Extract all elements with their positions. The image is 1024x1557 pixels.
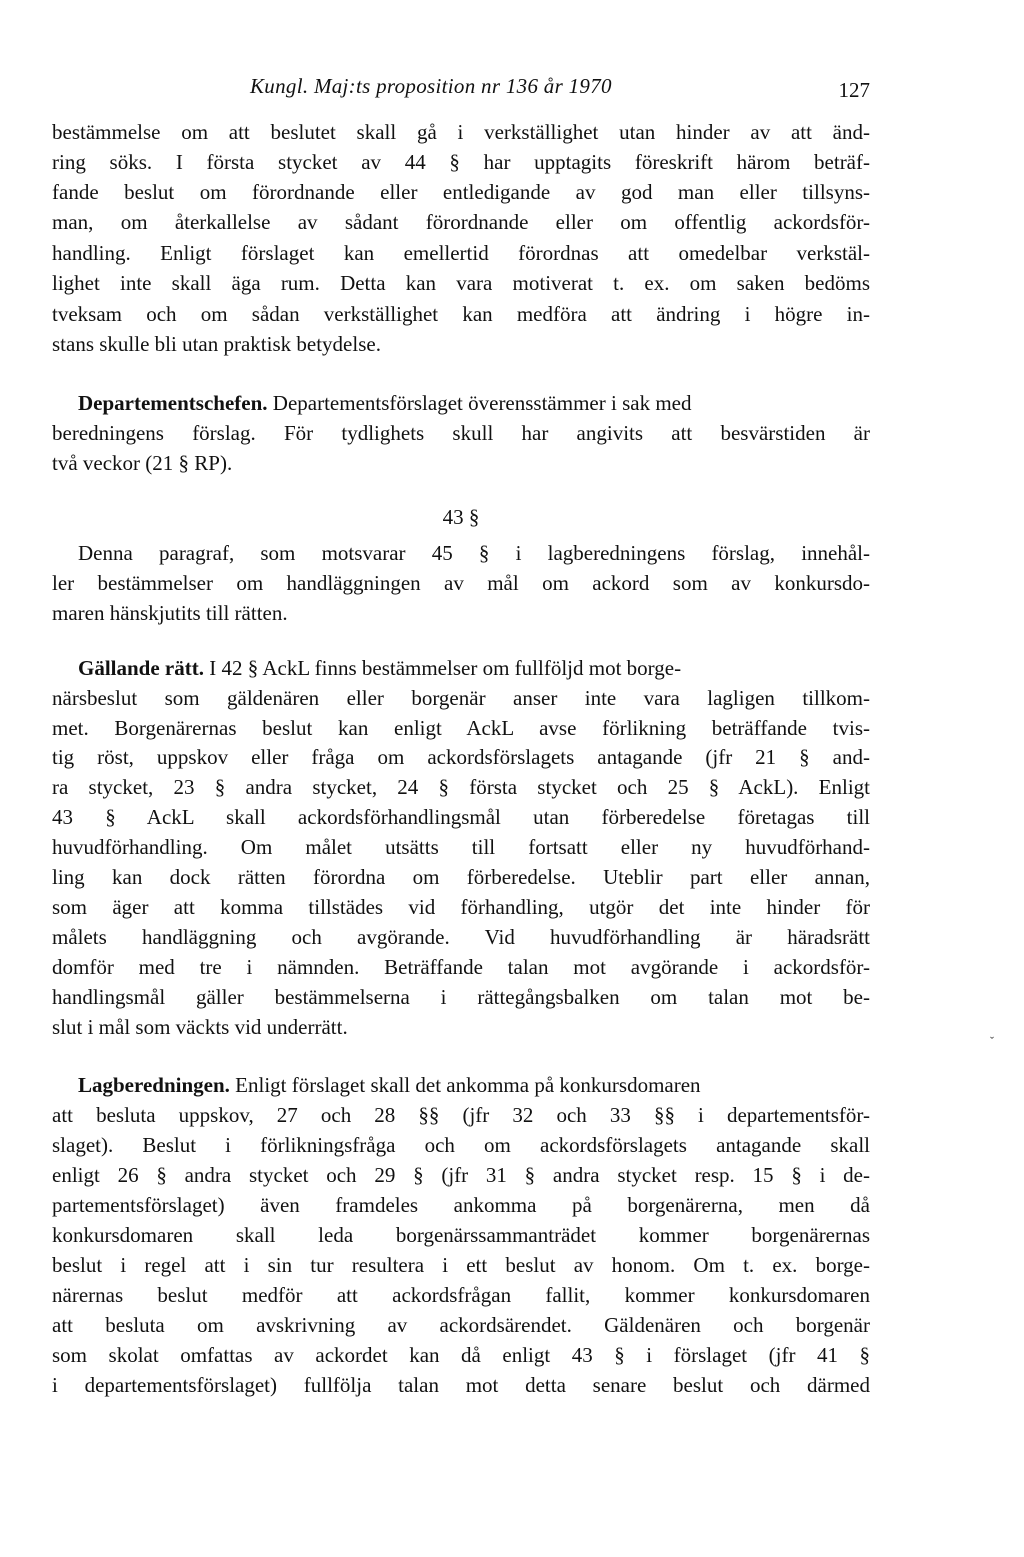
run-in-heading: Gällande rätt. [78, 656, 204, 680]
header-title: Kungl. Maj:ts proposition nr 136 år 1970 [250, 74, 612, 98]
text-line: beredningens förslag. För tydlighets skull har angivits att besvärstiden är [52, 421, 870, 445]
stray-mark: ˇ [990, 1034, 994, 1048]
text-line: ring söks. I första stycket av 44 § har upptagits föreskrift härom beträf- [52, 150, 870, 174]
text-line: lighet inte skall äga rum. Detta kan vara motiverat t. ex. om saken bedöms [52, 271, 870, 295]
text-line: bestämmelse om att beslutet skall gå i verkställighet utan hinder av att änd- [52, 120, 870, 144]
text-line: enligt 26 § andra stycket och 29 § (jfr 31 § andra stycket resp. 15 § i de- [52, 1163, 870, 1187]
text-line: beslut i regel att i sin tur resultera i ett beslut av honom. Om t. ex. borge- [52, 1253, 870, 1277]
text-line: 43 § AckL skall ackordsförhandlingsmål utan förberedelse företagas till [52, 805, 870, 829]
text-line: huvudförhandling. Om målet utsätts till fortsatt eller ny huvudförhand- [52, 835, 870, 859]
text-line: met. Borgenärernas beslut kan enligt AckL avse förlikning beträffande tvis- [52, 716, 870, 740]
text-line-with-heading [78, 388, 870, 418]
text-line: konkursdomaren skall leda borgenärssammanträdet kommer borgenärernas [52, 1223, 870, 1247]
text-line-with-heading [78, 1070, 870, 1100]
text-line: tig röst, uppskov eller fråga om ackordsförslagets antagande (jfr 21 § and- [52, 745, 870, 769]
text-line: man, om återkallelse av sådant förordnande eller om offentlig ackordsför- [52, 210, 870, 234]
section-heading: 43 § [442, 505, 480, 529]
text-line: att besluta uppskov, 27 och 28 §§ (jfr 32 och 33 §§ i departementsför- [52, 1103, 870, 1127]
text-line: tveksam och om sådan verkställighet kan medföra att ändring i högre in- [52, 302, 870, 326]
text-line: två veckor (21 § RP). [52, 451, 233, 475]
text-line: ling kan dock rätten förordna om förberedelse. Uteblir part eller annan, [52, 865, 870, 889]
text-line: handling. Enligt förslaget kan emellertid förordnas att omedelbar verkstäl- [52, 241, 870, 265]
text-line: i departementsförslaget) fullfölja talan mot detta senare beslut och därmed [52, 1373, 870, 1397]
heading-text: I 42 § AckL finns bestämmelser om fullföljd mot borge- [209, 656, 682, 680]
text-line: domför med tre i nämnden. Beträffande talan mot avgörande i ackordsför- [52, 955, 870, 979]
text-line: att besluta om avskrivning av ackordsärendet. Gäldenären och borgenär [52, 1313, 870, 1337]
text-line-with-heading [78, 653, 870, 683]
page-header [250, 74, 870, 104]
run-in-heading: Lagberedningen. [78, 1073, 230, 1097]
heading-text: Enligt förslaget skall det ankomma på konkursdomaren [235, 1073, 701, 1097]
text-line: partementsförslaget) även framdeles ankomma på borgenärerna, men då [52, 1193, 870, 1217]
text-line: Denna paragraf, som motsvarar 45 § i lagberedningens förslag, innehål- [78, 541, 870, 565]
text-line: målets handläggning och avgörande. Vid huvudförhandling är häradsrätt [52, 925, 870, 949]
text-line: närsbeslut som gäldenären eller borgenär anser inte vara lagligen tillkom- [52, 686, 870, 710]
text-line: som skolat omfattas av ackordet kan då enligt 43 § i förslaget (jfr 41 § [52, 1343, 870, 1367]
text-line: handlingsmål gäller bestämmelserna i rättegångsbalken om talan mot be- [52, 985, 870, 1009]
text-line: fande beslut om förordnande eller entledigande av god man eller tillsyns- [52, 180, 870, 204]
run-in-heading: Departementschefen. [78, 391, 268, 415]
text-line: maren hänskjutits till rätten. [52, 601, 288, 625]
page-number: 127 [838, 78, 870, 102]
heading-text: Departementsförslaget överensstämmer i sak med [272, 391, 692, 415]
text-line: som äger att komma tillstädes vid förhandling, utgör det inte hinder för [52, 895, 870, 919]
text-line: slaget). Beslut i förlikningsfråga och om ackordsförslagets antagande skall [52, 1133, 870, 1157]
text-line: ra stycket, 23 § andra stycket, 24 § första stycket och 25 § AckL). Enligt [52, 775, 870, 799]
text-line: ler bestämmelser om handläggningen av mål om ackord som av konkursdo- [52, 571, 870, 595]
text-line: närernas beslut medför att ackordsfrågan fallit, kommer konkursdomaren [52, 1283, 870, 1307]
text-line: stans skulle bli utan praktisk betydelse. [52, 332, 381, 356]
text-line: slut i mål som väckts vid underrätt. [52, 1015, 348, 1039]
